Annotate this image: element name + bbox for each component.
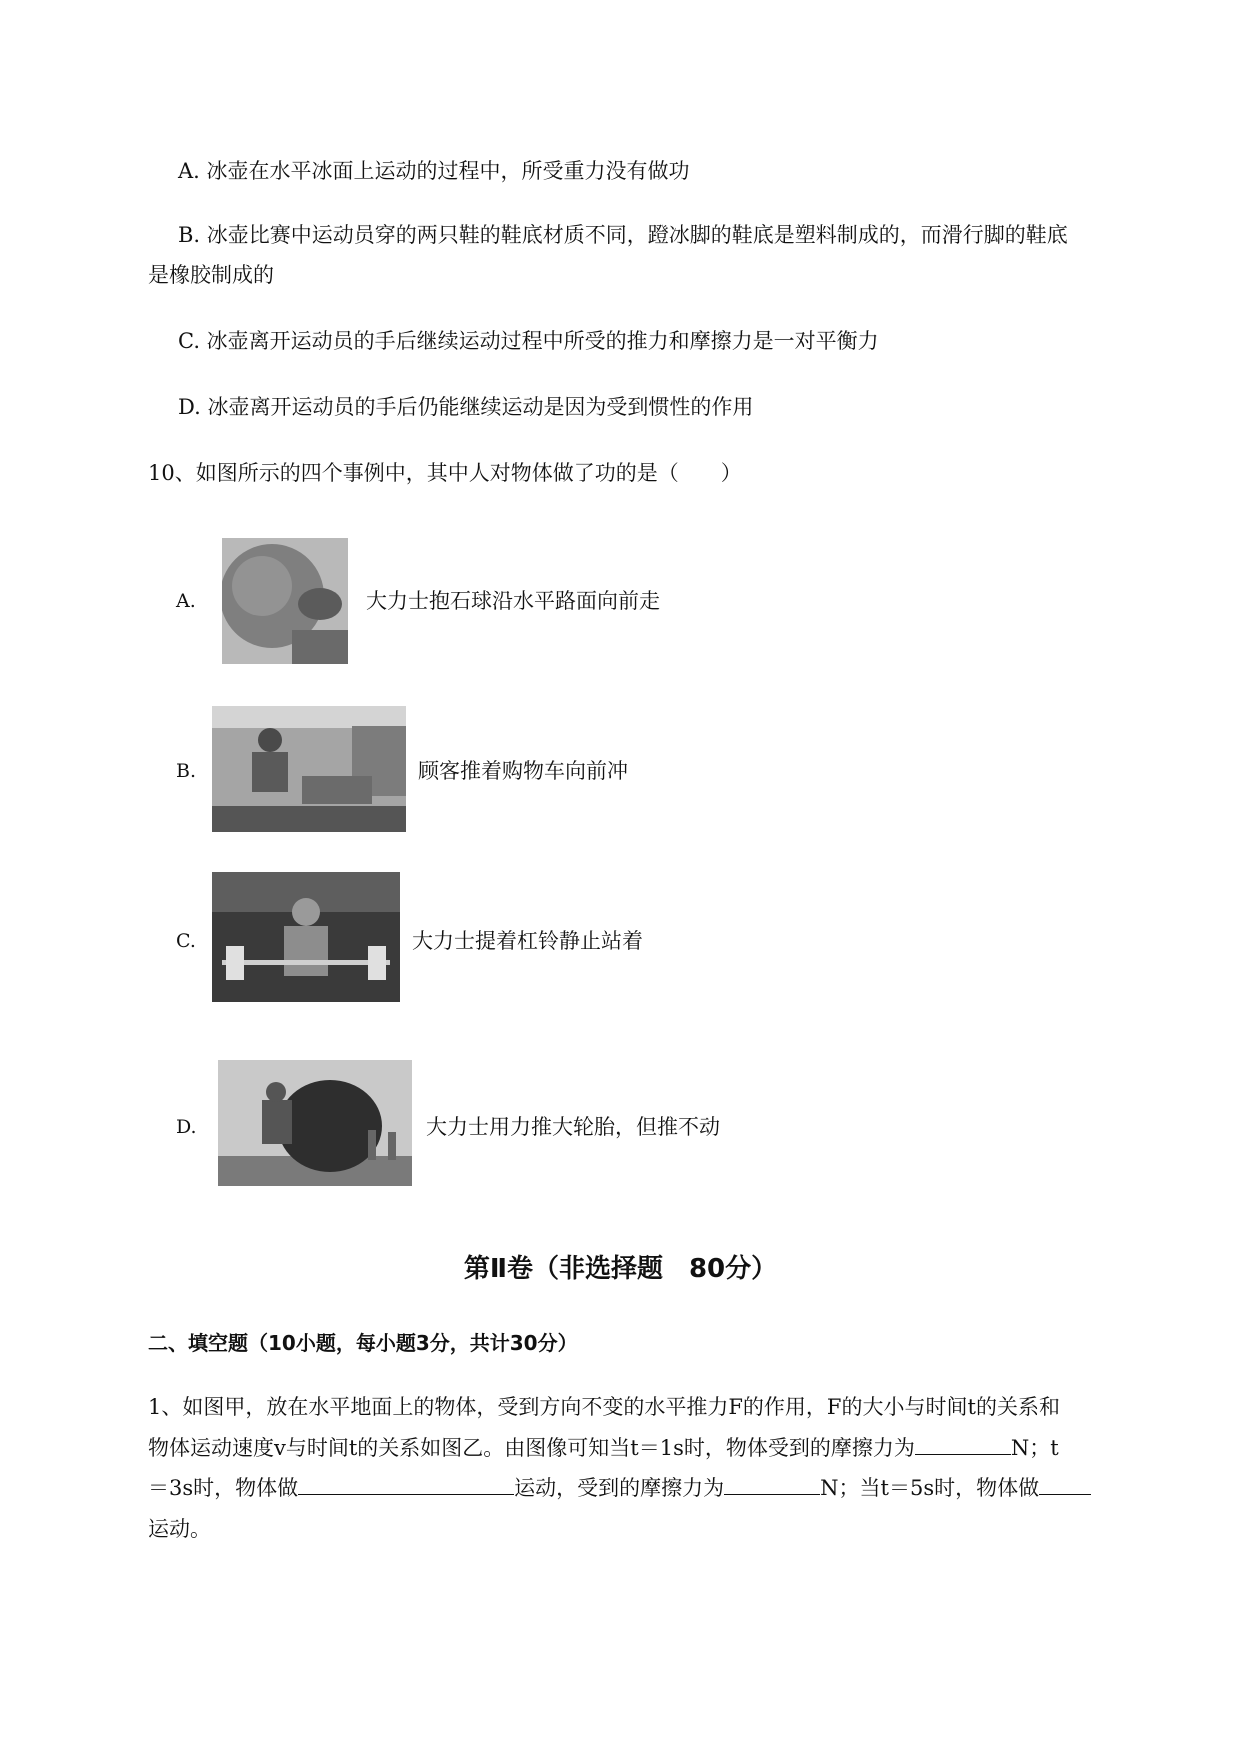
q9-option-a: A. 冰壶在水平冰面上运动的过程中，所受重力没有做功 (178, 159, 690, 183)
fill-q1-line2-tail: N；t (1010, 1436, 1059, 1460)
q10-option-d-label: D. (176, 1116, 197, 1138)
barbell-photo (212, 872, 400, 1002)
answer-blank-1[interactable] (915, 1432, 1011, 1455)
answer-blank-3[interactable] (724, 1472, 820, 1495)
fill-q1-line4: 运动。 (148, 1517, 211, 1541)
answer-blank-2[interactable] (298, 1472, 514, 1495)
q9-option-c: C. 冰壶离开运动员的手后继续运动过程中所受的推力和摩擦力是一对平衡力 (178, 329, 879, 353)
q10-option-b-caption: 顾客推着购物车向前冲 (418, 759, 628, 783)
fill-q1-line3-c: N；当t＝5s时，物体做 (820, 1476, 1040, 1500)
section-title: 第Ⅱ卷（非选择题 80分） (463, 1254, 778, 1284)
q9-option-b-line1: B. 冰壶比赛中运动员穿的两只鞋的鞋底材质不同，蹬冰脚的鞋底是塑料制成的，而滑行脚的鞋底 (178, 223, 1068, 247)
section-subhead: 二、填空题（10小题，每小题3分，共计30分） (148, 1331, 578, 1355)
q10-option-c-caption: 大力士提着杠铃静止站着 (412, 929, 643, 953)
q10-option-d-caption: 大力士用力推大轮胎，但推不动 (426, 1115, 720, 1139)
fill-q1-line3 (148, 1472, 1091, 1503)
fill-q1-line3-b: 运动，受到的摩擦力为 (514, 1476, 725, 1500)
stone-ball-photo (222, 538, 348, 664)
fill-q1-line2-text: 物体运动速度v与时间t的关系如图乙。由图像可知当t＝1s时，物体受到的摩擦力为 (148, 1436, 915, 1460)
fill-q1-line2 (148, 1432, 1059, 1463)
tire-push-photo (218, 1060, 412, 1186)
q10-option-c-label: C. (176, 930, 196, 952)
answer-blank-4[interactable] (1039, 1472, 1091, 1495)
fill-q1-line1: 1、如图甲，放在水平地面上的物体，受到方向不变的水平推力F的作用，F的大小与时间t的关系和 (148, 1395, 1060, 1419)
q10-stem: 10、如图所示的四个事例中，其中人对物体做了功的是（ ） (148, 461, 742, 485)
q10-option-a-label: A. (176, 590, 196, 612)
q9-option-b-line2: 是橡胶制成的 (148, 263, 274, 287)
q10-option-a-caption: 大力士抱石球沿水平路面向前走 (366, 589, 660, 613)
q10-option-b-label: B. (176, 760, 197, 782)
fill-q1-line3-a: ＝3s时，物体做 (148, 1476, 299, 1500)
q9-option-d: D. 冰壶离开运动员的手后仍能继续运动是因为受到惯性的作用 (178, 395, 754, 419)
shopping-cart-photo (212, 706, 406, 832)
